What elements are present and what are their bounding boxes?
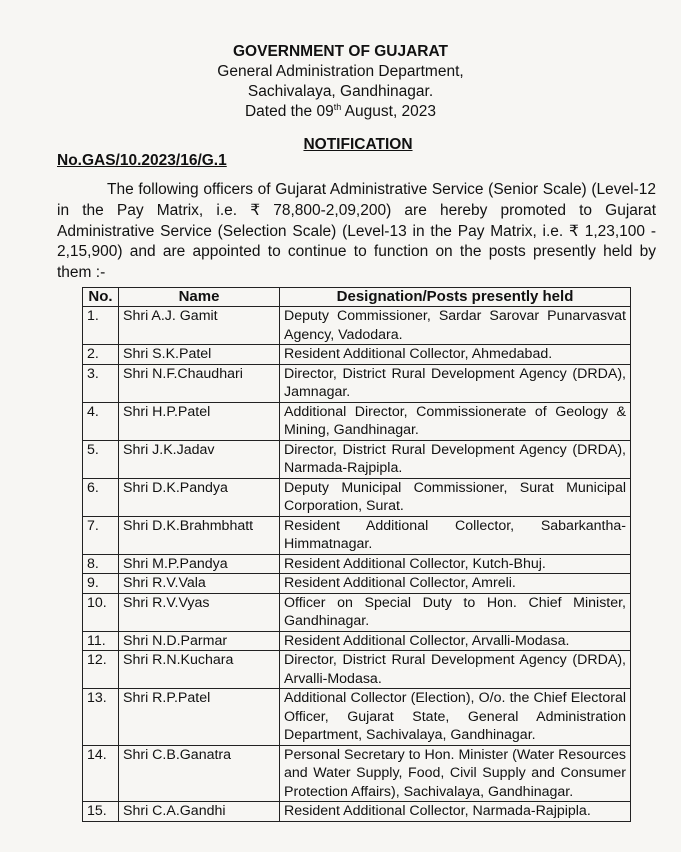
table-header-row [83,288,631,307]
officer-name: Shri S.K.Patel [119,345,280,365]
office-address: Sachivalaya, Gandhinagar. [247,83,434,100]
officer-designation: Resident Additional Collector, Narmada-Rajpipla. [280,802,631,822]
officer-designation: Additional Director, Commissionerate of Geology & Mining, Gandhinagar. [280,402,631,440]
officer-name: Shri R.P.Patel [119,689,280,746]
table-row [83,689,631,746]
table-row [83,307,631,345]
officer-designation: Resident Additional Collector, Arvalli-Modasa. [280,631,631,651]
table-row [83,593,631,631]
officer-name: Shri J.K.Jadav [119,440,280,478]
row-number: 5. [83,440,119,478]
officer-name: Shri R.N.Kuchara [119,651,280,689]
document-date [0,102,681,122]
officer-name: Shri M.P.Pandya [119,554,280,574]
table-row [83,345,631,365]
row-number: 13. [83,689,119,746]
date-day: Dated the 09 [244,103,334,120]
table-row [83,440,631,478]
officer-name: Shri N.D.Parmar [119,631,280,651]
header-no: No. [83,288,119,307]
officer-name: Shri D.K.Brahmbhatt [119,516,280,554]
table-row [83,364,631,402]
officer-designation: Director, District Rural Development Agency (DRDA), Jamnagar. [280,364,631,402]
notification-body: The following officers of Gujarat Administrative Service (Senior Scale) (Level-12 in the Pay Matrix, i.e. ₹ 78,800-2,09,200) are hereby promoted to Gujarat Administrative Service (Selection Scale) (Level-13 in the Pay Matrix, i.e. ₹ 1,23,100 - 2,15,900) and are appointed to continue to function on the posts presently held by them :- [57,181,656,282]
date-month-year: August, 2023 [341,103,437,120]
table-row [83,802,631,822]
table-row [83,554,631,574]
officer-designation: Director, District Rural Development Agency (DRDA), Narmada-Rajpipla. [280,440,631,478]
row-number: 9. [83,574,119,594]
officer-designation: Director, District Rural Development Agency (DRDA), Arvalli-Modasa. [280,651,631,689]
table-row [83,516,631,554]
row-number: 7. [83,516,119,554]
officer-designation: Deputy Municipal Commissioner, Surat Municipal Corporation, Surat. [280,478,631,516]
department-name: General Administration Department, [217,63,464,80]
officer-designation: Resident Additional Collector, Sabarkantha-Himmatnagar. [280,516,631,554]
row-number: 11. [83,631,119,651]
table-row [83,478,631,516]
row-number: 4. [83,402,119,440]
notification-title: NOTIFICATION [303,136,413,153]
row-number: 15. [83,802,119,822]
row-number: 12. [83,651,119,689]
notification-number: No.GAS/10.2023/16/G.1 [57,152,227,169]
officer-designation: Additional Collector (Election), O/o. the Chief Electoral Officer, Gujarat State, General Administration Department, Sachivalaya, Gandhinagar. [280,689,631,746]
table-row [83,631,631,651]
officer-name: Shri C.A.Gandhi [119,802,280,822]
officer-name: Shri H.P.Patel [119,402,280,440]
row-number: 10. [83,593,119,631]
table-body [83,307,631,822]
table-row [83,651,631,689]
officer-designation: Resident Additional Collector, Kutch-Bhuj. [280,554,631,574]
officer-designation: Officer on Special Duty to Hon. Chief Minister, Gandhinagar. [280,593,631,631]
officers-table [82,287,631,822]
officer-designation: Resident Additional Collector, Ahmedabad. [280,345,631,365]
row-number: 8. [83,554,119,574]
officer-designation: Deputy Commissioner, Sardar Sarovar Punarvasvat Agency, Vadodara. [280,307,631,345]
date-ordinal: th [333,101,342,112]
row-number: 3. [83,364,119,402]
officer-name: Shri N.F.Chaudhari [119,364,280,402]
row-number: 1. [83,307,119,345]
officer-designation: Personal Secretary to Hon. Minister (Water Resources and Water Supply, Food, Civil Supply and Consumer Protection Affairs), Sachivalaya, Gandhinagar. [280,745,631,802]
row-number: 6. [83,478,119,516]
header-name: Name [119,288,280,307]
header-designation: Designation/Posts presently held [280,288,631,307]
table-row [83,574,631,594]
officer-designation: Resident Additional Collector, Amreli. [280,574,631,594]
officer-name: Shri R.V.Vyas [119,593,280,631]
officer-name: Shri A.J. Gamit [119,307,280,345]
officer-name: Shri R.V.Vala [119,574,280,594]
row-number: 2. [83,345,119,365]
document-header [0,42,681,122]
row-number: 14. [83,745,119,802]
officer-name: Shri D.K.Pandya [119,478,280,516]
table-row [83,745,631,802]
table-row [83,402,631,440]
government-title: GOVERNMENT OF GUJARAT [233,43,448,60]
officer-name: Shri C.B.Ganatra [119,745,280,802]
